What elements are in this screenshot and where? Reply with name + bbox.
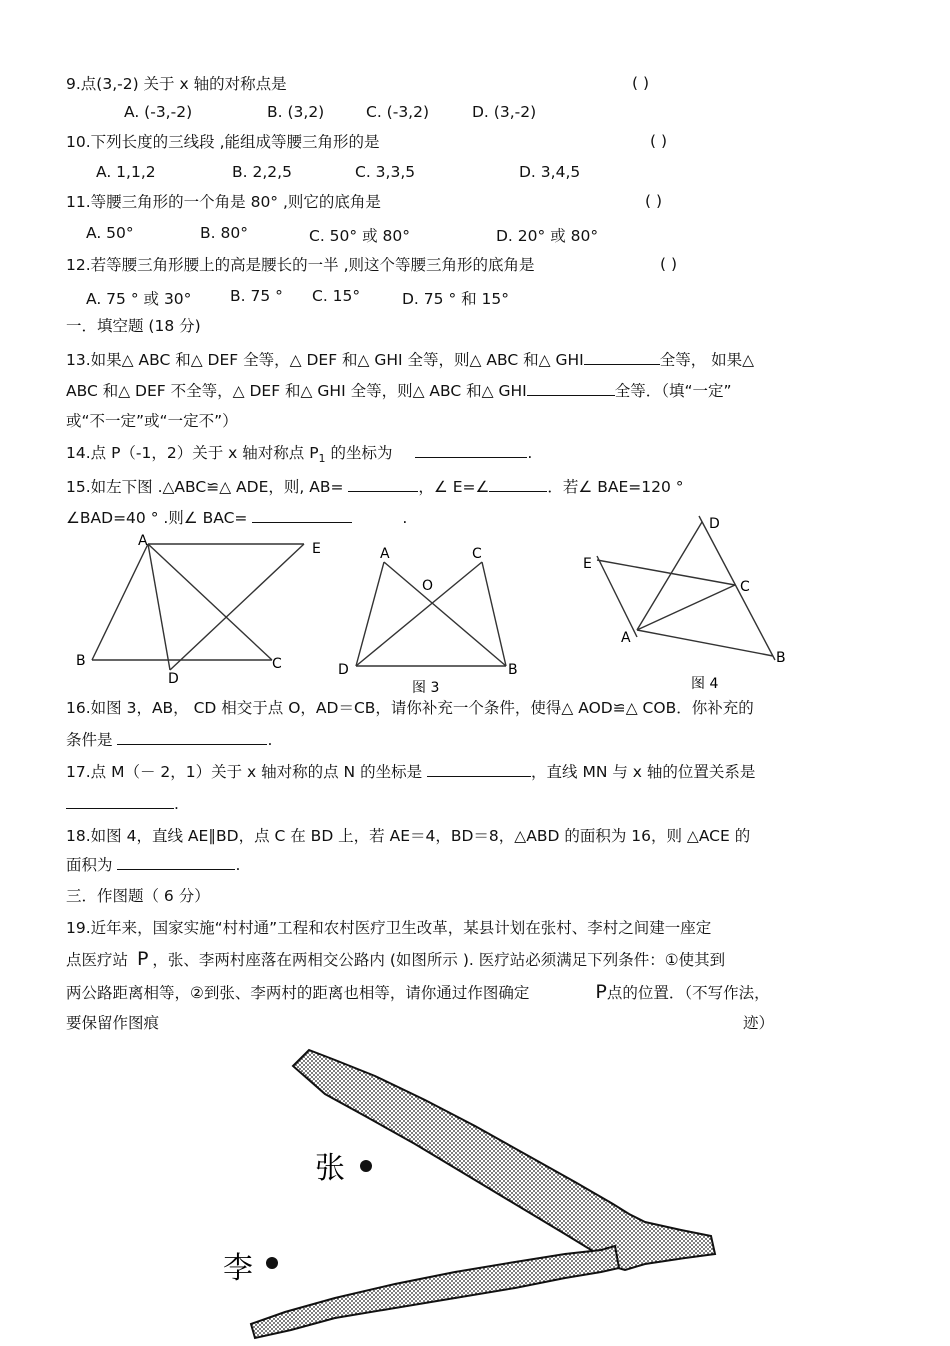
section-construction-title: 三．作图题（ 6 分） bbox=[66, 887, 210, 905]
q19-point-p: P bbox=[136, 948, 149, 970]
q12-option-c: C. 15° bbox=[312, 287, 361, 305]
q15-text-1: 15.如左下图 .△ABC≌△ ADE，则, AB= bbox=[66, 478, 344, 496]
q19-text-1: 点医疗站 bbox=[66, 951, 129, 969]
q14-text: 14.点 P（-1，2）关于 x 轴对称点 P bbox=[66, 444, 319, 462]
q19-line3 bbox=[66, 982, 770, 1003]
segment-ad bbox=[148, 544, 170, 670]
segment-ab bbox=[637, 630, 773, 656]
q12-option-a: A. 75 ° 或 30° bbox=[86, 290, 192, 308]
q18-text: 面积为 bbox=[66, 856, 113, 874]
q17-line2 bbox=[66, 794, 179, 814]
q17-blank-relation[interactable] bbox=[66, 794, 174, 809]
q18-blank[interactable] bbox=[117, 855, 235, 870]
q11-paren: ( ) bbox=[645, 192, 663, 210]
q9-option-c: C. (-3,2) bbox=[366, 103, 430, 121]
line-bd bbox=[699, 516, 775, 660]
q14-period: . bbox=[527, 444, 533, 462]
figure-3 bbox=[330, 540, 530, 700]
label-c: C bbox=[740, 579, 750, 595]
q16-period: . bbox=[267, 731, 273, 749]
q19-text-4: 点的位置．（不写作法， bbox=[606, 984, 770, 1002]
segment-de bbox=[170, 544, 304, 670]
label-e: E bbox=[312, 541, 321, 557]
figure-3-caption: 图 3 bbox=[412, 680, 440, 696]
q10-stem: 10.下列长度的三线段 ,能组成等腰三角形的是 bbox=[66, 133, 380, 151]
label-b: B bbox=[76, 653, 86, 669]
label-a: A bbox=[621, 630, 631, 646]
q11-option-c: C. 50° 或 80° bbox=[309, 227, 410, 245]
segment-ac bbox=[637, 585, 735, 630]
line-ae bbox=[597, 556, 637, 637]
segment-ab bbox=[384, 562, 506, 666]
q17-text-tail: ，直线 MN 与 x 轴的位置关系是 bbox=[531, 763, 756, 781]
q18-line2 bbox=[66, 855, 240, 875]
q19-text-6: 迹） bbox=[743, 1014, 775, 1032]
label-a: A bbox=[380, 546, 390, 562]
q13-blank-1[interactable] bbox=[584, 350, 660, 365]
q12-paren: ( ) bbox=[660, 255, 678, 273]
q15-line2 bbox=[66, 508, 407, 528]
q9-paren: ( ) bbox=[632, 74, 650, 92]
label-c: C bbox=[472, 546, 482, 562]
label-c: C bbox=[272, 656, 282, 672]
q10-option-d: D. 3,4,5 bbox=[519, 163, 581, 181]
section-fill-blank-title: 一．填空题 (18 分) bbox=[66, 317, 201, 335]
label-d: D bbox=[709, 516, 720, 532]
segment-bc bbox=[482, 562, 506, 666]
q13-blank-2[interactable] bbox=[527, 381, 615, 396]
q18-period: . bbox=[235, 856, 241, 874]
q10-paren: ( ) bbox=[650, 132, 668, 150]
q17-text: 17.点 M（－ 2，1）关于 x 轴对称的点 N 的坐标是 bbox=[66, 763, 423, 781]
label-d: D bbox=[338, 662, 349, 678]
q13-line1-tail: 全等， 如果△ bbox=[659, 351, 755, 369]
q16-line2 bbox=[66, 730, 272, 750]
q10-option-a: A. 1,1,2 bbox=[96, 163, 156, 181]
village-li-dot bbox=[266, 1257, 278, 1269]
q12-option-b: B. 75 ° bbox=[230, 287, 283, 305]
village-li-label: 李 bbox=[223, 1251, 253, 1286]
q14-subscript: 1 bbox=[318, 452, 326, 466]
q14-text-tail: 的坐标为 bbox=[325, 444, 393, 462]
q15-blank-bac[interactable] bbox=[252, 508, 352, 523]
q12-option-d: D. 75 ° 和 15° bbox=[402, 290, 510, 308]
q16-text: 条件是 bbox=[66, 731, 113, 749]
q9-option-a: A. (-3,-2) bbox=[124, 103, 193, 121]
q11-stem: 11.等腰三角形的一个角是 80° ,则它的底角是 bbox=[66, 193, 381, 211]
q12-stem: 12.若等腰三角形腰上的高是腰长的一半 ,则这个等腰三角形的底角是 bbox=[66, 256, 535, 274]
label-o: O bbox=[422, 578, 434, 594]
q16-blank[interactable] bbox=[117, 730, 267, 745]
q13-line2-tail: 全等．（填“一定” bbox=[614, 382, 732, 400]
label-b: B bbox=[776, 650, 786, 666]
label-a: A bbox=[138, 533, 148, 549]
segment-ad bbox=[356, 562, 384, 666]
q9-stem: 9.点(3,-2) 关于 x 轴的对称点是 bbox=[66, 75, 287, 93]
label-e: E bbox=[583, 556, 592, 572]
q10-option-b: B. 2,2,5 bbox=[232, 163, 292, 181]
q15-text-4: ∠BAD=40 ° .则∠ BAC= bbox=[66, 509, 248, 527]
q19-text-3: 两公路距离相等，②到张、李两村的距离也相等，请你通过作图确定 bbox=[66, 984, 530, 1002]
q19-text-5: 要保留作图痕 bbox=[66, 1014, 160, 1032]
q15-blank-ab[interactable] bbox=[348, 477, 418, 492]
q13-line1 bbox=[66, 350, 754, 370]
q17-period: . bbox=[174, 795, 179, 813]
q10-option-c: C. 3,3,5 bbox=[355, 163, 416, 181]
figure-4-caption: 图 4 bbox=[691, 676, 719, 692]
q15-text-2: ，∠ E=∠ bbox=[418, 478, 490, 496]
q15-period: . bbox=[402, 509, 408, 527]
q16-line1: 16.如图 3，AB， CD 相交于点 O，AD＝CB，请你补充一个条件，使得△ AOD≌△ COB．你补充的 bbox=[66, 699, 754, 717]
q15-text-3: ．若∠ BAE=120 ° bbox=[547, 478, 684, 496]
q17-blank-coordinate[interactable] bbox=[427, 762, 531, 777]
q9-option-b: B. (3,2) bbox=[267, 103, 325, 121]
road-upper bbox=[293, 1050, 715, 1270]
q13-line1-text: 13.如果△ ABC 和△ DEF 全等，△ DEF 和△ GHI 全等，则△ ABC 和△ GHI bbox=[66, 351, 584, 369]
q11-option-b: B. 80° bbox=[200, 224, 248, 242]
q11-option-d: D. 20° 或 80° bbox=[496, 227, 599, 245]
q11-option-a: A. 50° bbox=[86, 224, 134, 242]
segment-ac bbox=[148, 544, 272, 660]
figure-congruent-triangles bbox=[60, 528, 340, 687]
q13-line2 bbox=[66, 381, 732, 401]
q19-text-2: ，张、李两村座落在两相交公路内 (如图所示 ). 医疗站必须满足下列条件：①使其到 bbox=[152, 951, 726, 969]
q13-line3: 或“不一定”或“一定不”） bbox=[66, 412, 238, 430]
segment-cd bbox=[356, 562, 482, 666]
village-zhang-label: 张 bbox=[315, 1151, 345, 1186]
q13-line2-text: ABC 和△ DEF 不全等，△ DEF 和△ GHI 全等，则△ ABC 和△ GHI bbox=[66, 382, 527, 400]
q9-option-d: D. (3,-2) bbox=[472, 103, 537, 121]
village-zhang-dot bbox=[360, 1160, 372, 1172]
segment-ab bbox=[92, 544, 148, 660]
segment-ad bbox=[637, 522, 702, 630]
q14-blank[interactable] bbox=[415, 443, 527, 458]
map-two-roads bbox=[215, 1036, 725, 1341]
q14-line bbox=[66, 443, 532, 469]
q15-blank-angle[interactable] bbox=[489, 477, 547, 492]
q19-line4 bbox=[66, 1013, 159, 1033]
q18-line1: 18.如图 4，直线 AE∥BD，点 C 在 BD 上，若 AE＝4，BD＝8，△ABD 的面积为 16，则 △ACE 的 bbox=[66, 827, 751, 845]
q17-line1 bbox=[66, 762, 755, 782]
q19-line1: 19.近年来，国家实施“村村通”工程和农村医疗卫生改革，某县计划在张村、李村之间建一座定 bbox=[66, 919, 712, 937]
q19-point-p-2: P bbox=[595, 981, 607, 1003]
q15-line1 bbox=[66, 477, 684, 497]
figure-4 bbox=[575, 510, 805, 695]
label-d: D bbox=[168, 671, 179, 687]
q19-line2 bbox=[66, 949, 725, 970]
label-b: B bbox=[508, 662, 518, 678]
road-lower bbox=[251, 1246, 619, 1338]
